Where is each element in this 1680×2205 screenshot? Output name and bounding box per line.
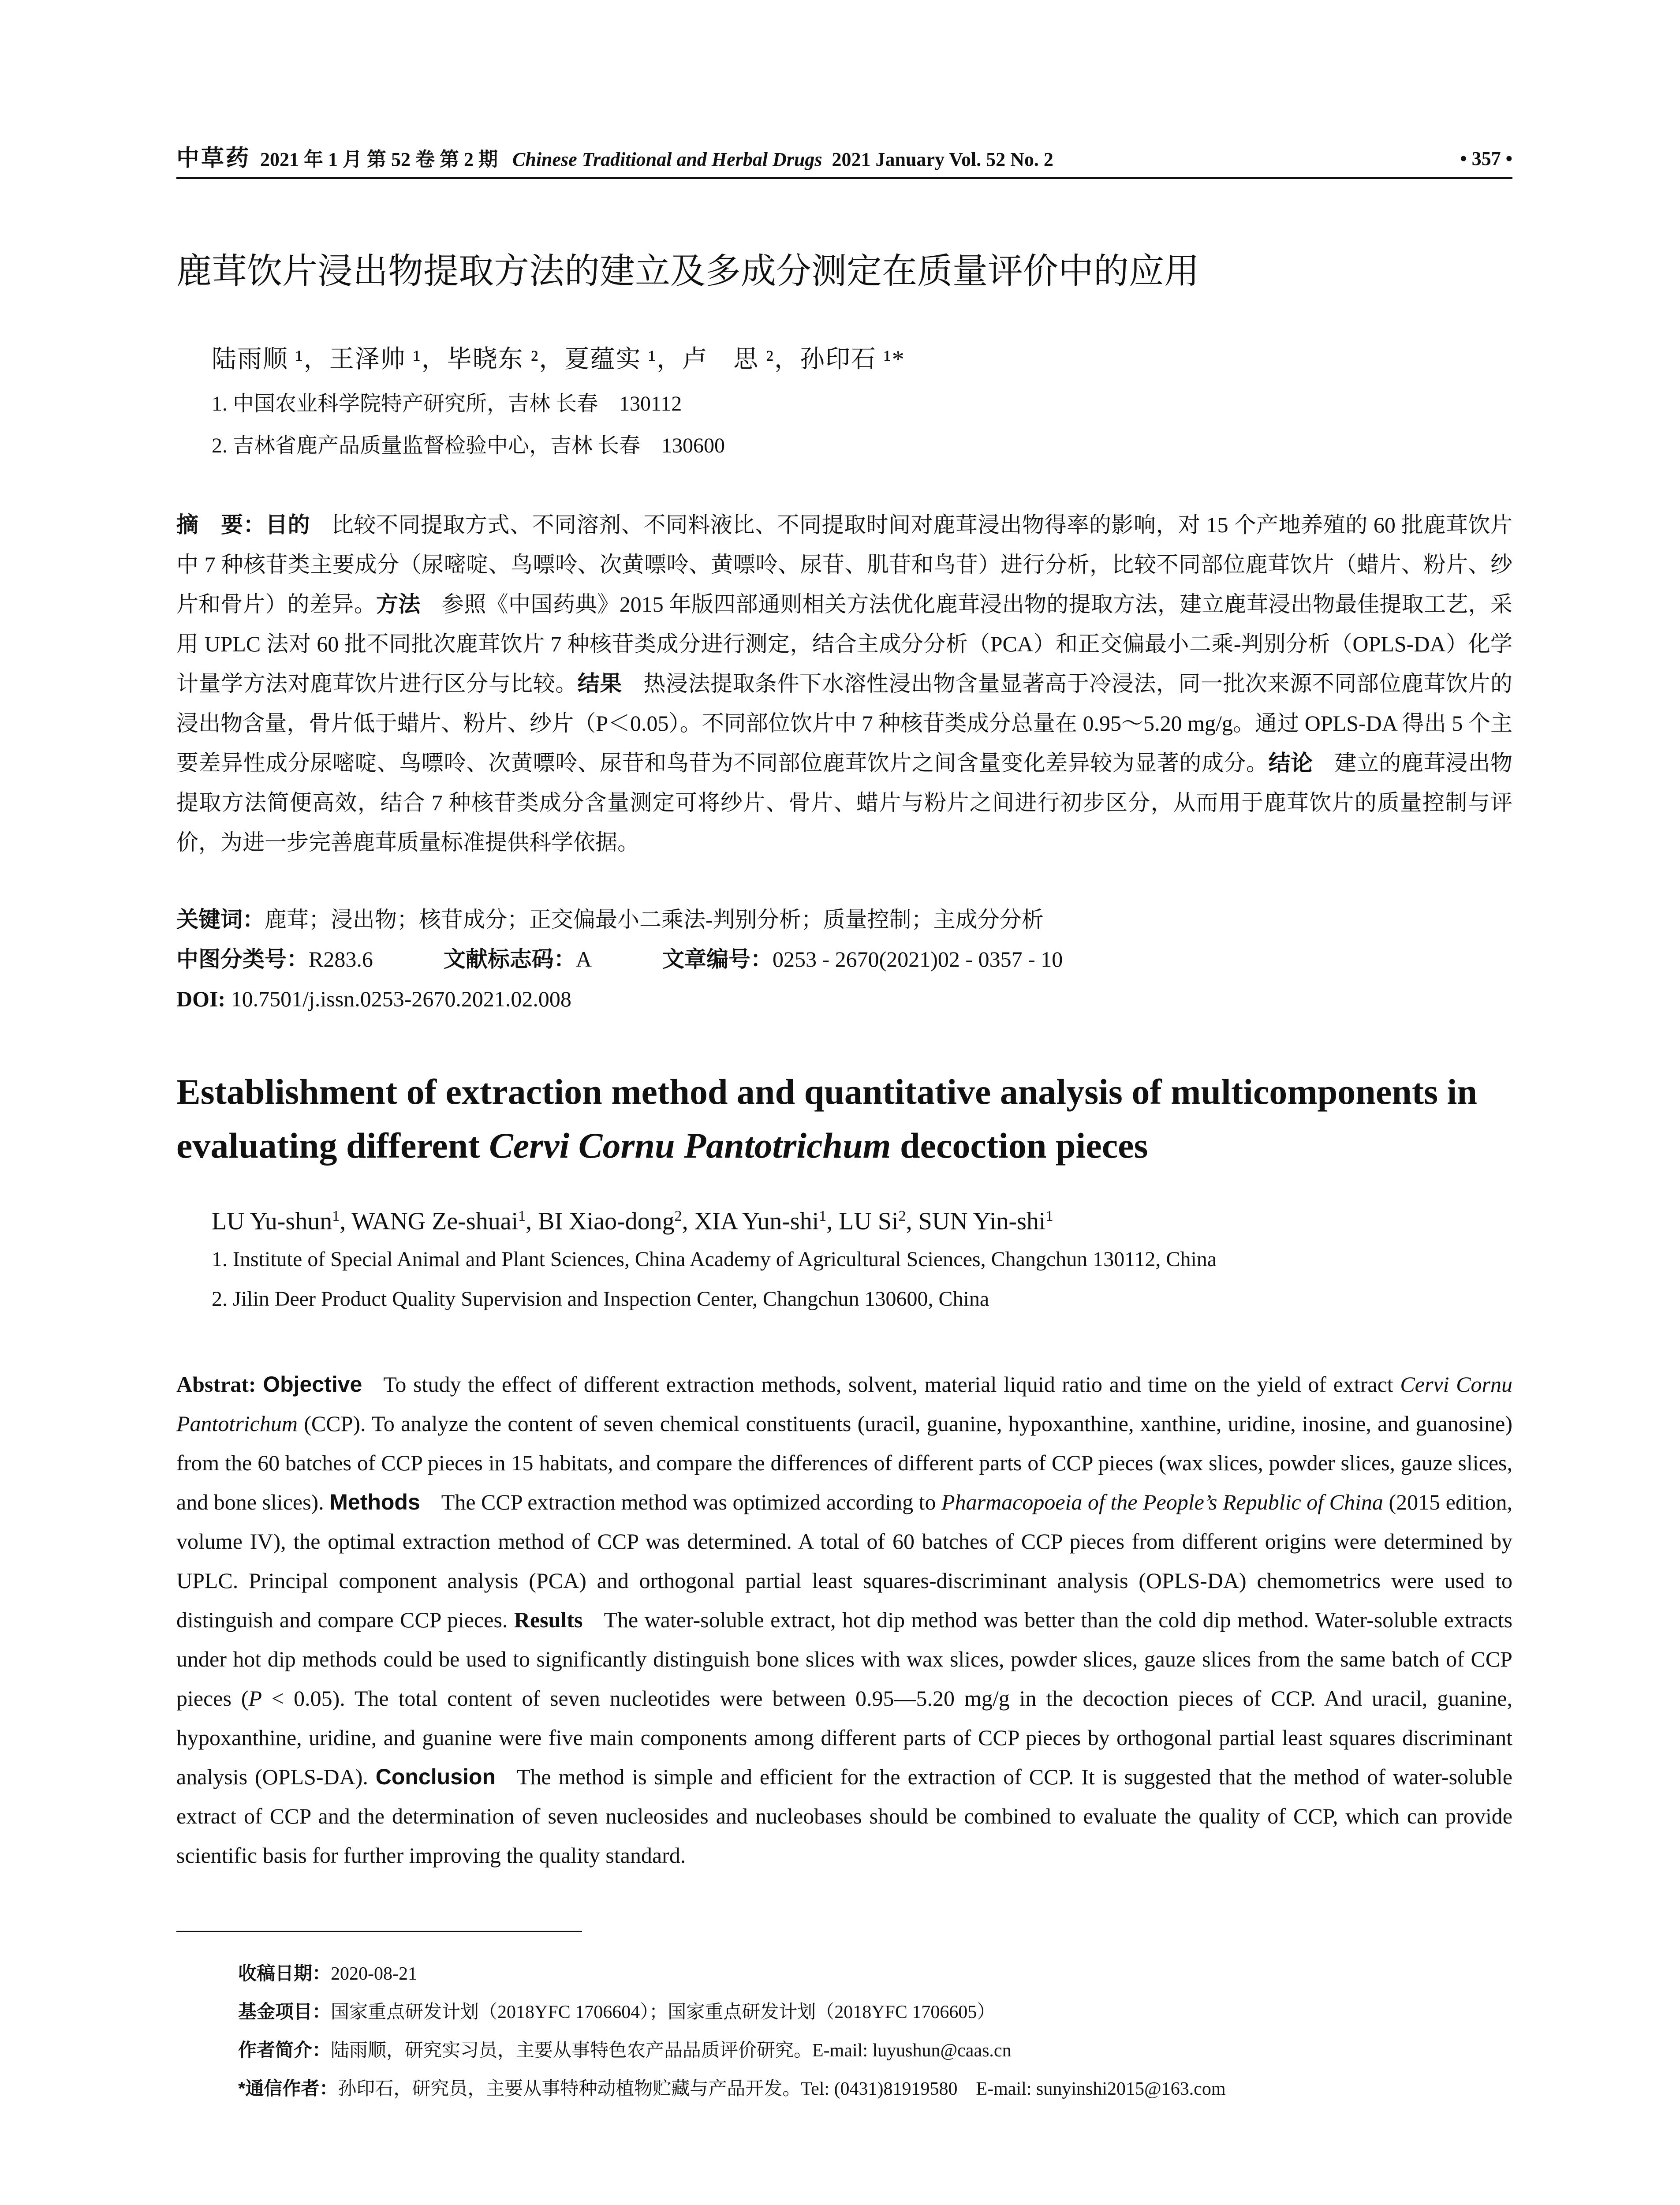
affiliation-cn-1: 1. 中国农业科学院特产研究所，吉林 长春 130112 <box>212 392 682 415</box>
doc-code-label: 文献标志码： <box>443 947 576 972</box>
footnote-author <box>238 2035 1012 2066</box>
keywords <box>176 900 1044 939</box>
footnote-fund <box>238 1996 995 2028</box>
classification-line <box>176 939 1063 979</box>
author-bio-label: 作者简介： <box>238 2040 331 2060</box>
abstract-cn-label: 摘 要： <box>176 512 266 537</box>
authors-cn: 陆雨顺 ¹，王泽帅 ¹，毕晓东 ²，夏蕴实 ¹，卢 思 ²，孙印石 ¹* <box>212 346 905 373</box>
author-en-separator: , <box>526 1207 538 1235</box>
page-number: • 357 • <box>1460 148 1512 169</box>
abstract-cn-methods: 参照《中国药典》2015 年版四部通则相关方法优化鹿茸浸出物的提取方法，建立鹿茸浸出物最佳提取工艺，采用 UPLC 法对 60 批不同批次鹿茸饮片 7 种核苷类成分进行测定，结合主成分分析（PCA）和正交偏最小二乘-判别分析（OPLS-DA）化学计量学方法对鹿茸饮片进行区分与比较。 <box>176 592 1513 696</box>
abstract-en-results-b: < 0.05). The total content of seven nucleotides were between 0.95—5.20 mg/g in the decoction pieces of CCP. And uracil, guanine, hypoxanthine, uridine, and guanine were five main components among different parts of CCP pieces by orthogonal partial least squares discriminant analysis (OPLS-DA). <box>176 1686 1512 1789</box>
abstract-en <box>176 1365 1512 1875</box>
title-en-part2: decoction pieces <box>891 1125 1148 1166</box>
author-en-name: BI Xiao-dong <box>538 1207 675 1235</box>
author-en-affiliation-mark: 2 <box>898 1208 906 1224</box>
title-en <box>176 1065 1512 1173</box>
abstract-en-results-a: The water-soluble extract, hot dip method was better than the cold dip method. Water-soluble extracts under hot dip methods could be used to significantly distinguish bone slices with wax slices, powder slices, gauze slices from the same batch of CCP pieces ( <box>176 1607 1513 1711</box>
article-no-value: 0253 - 2670(2021)02 - 0357 - 10 <box>772 947 1063 972</box>
clc-label: 中图分类号： <box>176 947 309 972</box>
abstract-en-methods-italic: Pharmacopoeia of the People’s Republic of China <box>941 1490 1383 1514</box>
doi-line <box>176 979 571 1019</box>
journal-name-cn: 中草药 <box>176 146 251 171</box>
abstract-cn-conclusion: 建立的鹿茸浸出物提取方法简便高效，结合 7 种核苷类成分含量测定可将纱片、骨片、蜡片与粉片之间进行初步区分，从而用于鹿茸饮片的质量控制与评价，为进一步完善鹿茸质量标准提供科学依据。 <box>176 751 1513 855</box>
author-en-affiliation-mark: 1 <box>518 1208 526 1224</box>
abstract-en-objective-a: To study the effect of different extraction methods, solvent, material liquid ratio and time on the yield of extract <box>383 1372 1400 1397</box>
abstract-en-results-label: Results <box>514 1607 583 1632</box>
abstract-en-conclusion-label: Conclusion <box>375 1764 496 1789</box>
author-bio-text: 陆雨顺，研究实习员，主要从事特色农产品品质评价研究。E-mail: luyushun@caas.cn <box>331 2041 1012 2061</box>
title-cn: 鹿茸饮片浸出物提取方法的建立及多成分测定在质量评价中的应用 <box>176 250 1199 292</box>
footnote-corresponding <box>238 2073 1226 2104</box>
doi-value: 10.7501/j.issn.0253-2670.2021.02.008 <box>231 987 571 1011</box>
abstract-en-label: Abstrat: <box>176 1372 256 1397</box>
abstract-cn-results: 热浸法提取条件下水溶性浸出物含量显著高于冷浸法，同一批次来源不同部位鹿茸饮片的浸出物含量，骨片低于蜡片、粉片、纱片（P＜0.05）。不同部位饮片中 7 种核苷类成分总量在 0.95～5.20 mg/g。通过 OPLS-DA 得出 5 个主要差异性成分尿嘧啶、鸟嘌呤、次黄嘌呤、尿苷和鸟苷为不同部位鹿茸饮片之间含量变化差异较为显著的成分。 <box>176 671 1513 775</box>
abstract-en-methods-b: (2015 edition, volume IV), the optimal extraction method of CCP was determined. A total of 60 batches of CCP pieces from different origins were determined by UPLC. Principal component analysis (PCA) and orthogonal partial least squares-discriminant analysis (OPLS-DA) chemometrics were used to distinguish and compare CCP pieces. <box>176 1490 1513 1632</box>
fund-label: 基金项目： <box>238 2001 331 2022</box>
abstract-en-results-p: P <box>248 1686 262 1711</box>
footnote-received <box>238 1958 417 1989</box>
issue-info-cn: 2021 年 1 月 第 52 卷 第 2 期 <box>260 149 498 170</box>
keywords-label: 关键词： <box>176 907 265 932</box>
keywords-text: 鹿茸；浸出物；核苷成分；正交偏最小二乘法-判别分析；质量控制；主成分分析 <box>265 907 1044 932</box>
author-en-name: LU Si <box>839 1207 899 1235</box>
journal-name-en: Chinese Traditional and Herbal Drugs <box>512 149 822 170</box>
abstract-en-objective-italic: Cervi Cornu Pantotrichum <box>176 1372 1512 1436</box>
author-en-name: SUN Yin-shi <box>918 1207 1046 1235</box>
received-date: 2020-08-21 <box>331 1964 417 1984</box>
doc-code-value: A <box>575 947 592 972</box>
abstract-cn-objective: 比较不同提取方式、不同溶剂、不同料液比、不同提取时间对鹿茸浸出物得率的影响，对 15 个产地养殖的 60 批鹿茸饮片中 7 种核苷类主要成分（尿嘧啶、鸟嘌呤、次黄嘌呤、黄嘌呤、尿苷、肌苷和鸟苷）进行分析，比较不同部位鹿茸饮片（蜡片、粉片、纱片和骨片）的差异。 <box>176 512 1513 617</box>
abstract-en-conclusion: The method is simple and efficient for the extraction of CCP. It is suggested that the method of water-soluble extract of CCP and the determination of seven nucleosides and nucleobases should be combined to evaluate the quality of CCP, which can provide scientific basis for further improving the quality standard. <box>176 1764 1512 1868</box>
affiliation-cn-2: 2. 吉林省鹿产品质量监督检验中心，吉林 长春 130600 <box>212 434 725 457</box>
abstract-cn-objective-label: 目的 <box>265 512 310 537</box>
author-en-affiliation-mark: 1 <box>1045 1208 1053 1224</box>
abstract-cn-results-label: 结果 <box>577 671 622 696</box>
abstract-en-methods-label: Methods <box>329 1490 420 1514</box>
author-en-separator: , <box>682 1207 694 1235</box>
author-en-separator: , <box>340 1207 352 1235</box>
fund-text: 国家重点研发计划（2018YFC 1706604）；国家重点研发计划（2018YFC 1706605） <box>331 2002 996 2022</box>
abstract-cn-methods-label: 方法 <box>376 592 421 617</box>
article-no-label: 文章编号： <box>662 947 773 972</box>
author-en-affiliation-mark: 2 <box>674 1208 682 1224</box>
footnote-rule <box>176 1931 582 1932</box>
author-en-name: XIA Yun-shi <box>694 1207 819 1235</box>
corresponding-text: 孙印石，研究员，主要从事特种动植物贮藏与产品开发。Tel: (0431)81919580 E-mail: sunyinshi2015@163.com <box>338 2079 1226 2099</box>
header-rule <box>176 177 1512 179</box>
abstract-cn <box>176 505 1512 862</box>
author-en-name: LU Yu-shun <box>212 1207 332 1235</box>
title-en-part1: Establishment of extraction method and quantitative analysis of multicomponents in evaluating different <box>176 1072 1477 1166</box>
abstract-cn-conclusion-label: 结论 <box>1268 751 1313 775</box>
abstract-en-objective-b: (CCP). To analyze the content of seven chemical constituents (uracil, guanine, hypoxanthine, xanthine, uridine, inosine, and guanosine) from the 60 batches of CCP pieces in 15 habitats, and compare the differences of different parts of CCP pieces (wax slices, powder slices, gauze slices, and bone slices). <box>176 1411 1512 1514</box>
doi-label: DOI: <box>176 987 226 1011</box>
author-en-affiliation-mark: 1 <box>819 1208 827 1224</box>
received-label: 收稿日期： <box>238 1963 331 1984</box>
author-en-separator: , <box>906 1207 918 1235</box>
clc-value: R283.6 <box>309 947 373 972</box>
author-en-separator: , <box>826 1207 839 1235</box>
affiliation-en-1: 1. Institute of Special Animal and Plant Sciences, China Academy of Agricultural Sciences, Changchun 130112, China <box>212 1248 1217 1271</box>
abstract-en-methods-a: The CCP extraction method was optimized according to <box>441 1490 942 1514</box>
authors-en <box>212 1199 1053 1239</box>
corresponding-label: *通信作者： <box>238 2078 338 2099</box>
title-en-italic: Cervi Cornu Pantotrichum <box>489 1125 891 1166</box>
abstract-en-objective-label: Objective <box>263 1372 362 1397</box>
author-en-affiliation-mark: 1 <box>332 1208 340 1224</box>
issue-info-en: 2021 January Vol. 52 No. 2 <box>832 149 1053 170</box>
running-header <box>176 143 1512 174</box>
affiliation-en-2: 2. Jilin Deer Product Quality Supervision and Inspection Center, Changchun 130600, China <box>212 1287 989 1311</box>
author-en-name: WANG Ze-shuai <box>351 1207 519 1235</box>
